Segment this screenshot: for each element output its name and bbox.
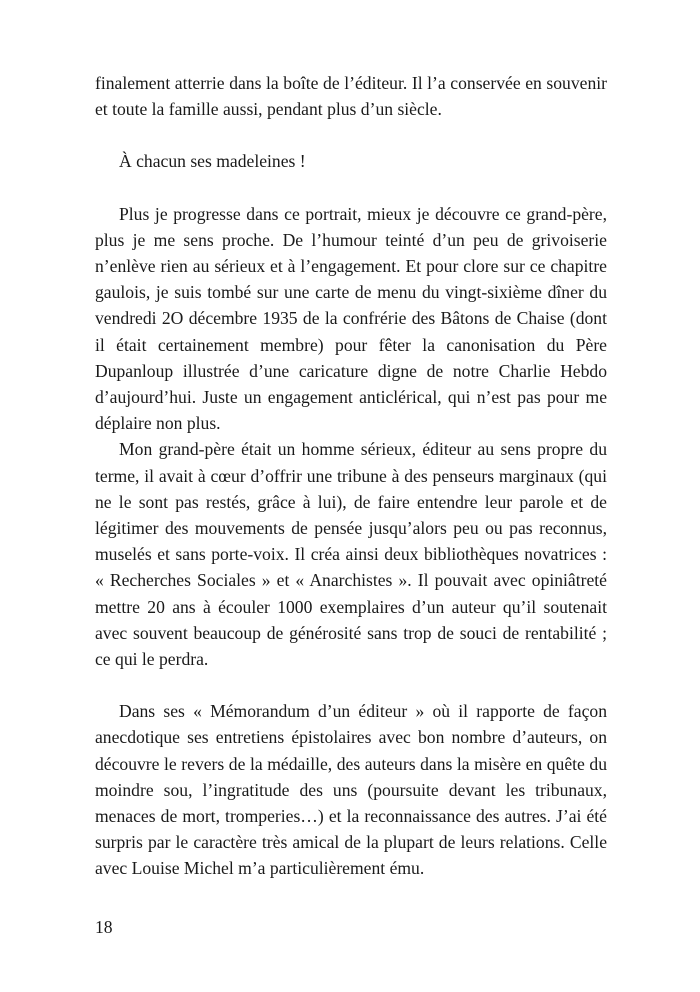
paragraph-portrait: Plus je progresse dans ce portrait, mieux je découvre ce grand-père, plus je me sens proche. De l’humour teinté d’un peu de grivoiserie n’enlève rien au sérieux et à l’engagement. Et pour clore sur ce chapitre gaulois, je suis tombé sur une carte de menu du vingt-sixième dîner du vendredi 2O décembre 1935 de la confrérie des Bâtons de Chaise (dont il était certainement membre) pour fêter la canonisation du Père Dupanloup illustrée d’une caricature digne de notre Charlie Hebdo d’aujourd’hui. Juste un engagement anticlérical, qui n’est pas pour me déplaire non plus. — [95, 203, 607, 434]
paragraph-editor: Mon grand-père était un homme sérieux, éditeur au sens propre du terme, il avait à cœur d’offrir une tribune à des penseurs marginaux (qui ne le sont pas restés, grâce à lui), de faire entendre leur parole et de légitimer des mouvements de pensée jusqu’alors peu ou pas reconnus, muselés et sans porte-voix. Il créa ainsi deux bibliothèques novatrices : « Recherches Sociales » et « Anarchistes ». Il pouvait avec opiniâtreté mettre 20 ans à écouler 1000 exemplaires d’un auteur qu’il soutenait avec souvent beaucoup de générosité sans trop de souci de rentabilité ; ce qui le perdra. — [95, 439, 607, 670]
paragraph-madeleines: À chacun ses madeleines ! — [119, 151, 306, 172]
paragraph-gap — [95, 175, 607, 201]
page-number: 18 — [95, 917, 113, 937]
body-text — [95, 70, 607, 882]
paragraph-continuation: finalement atterrie dans la boîte de l’éditeur. Il l’a conservée en souvenir et toute la famille aussi, pendant plus d’un siècle. — [95, 73, 607, 120]
paragraph-memorandum: Dans ses « Mémorandum d’un éditeur » où il rapporte de façon anecdotique ses entretiens épistolaires avec bon nombre d’auteurs, on découvre le revers de la médaille, des auteurs dans la misère en quête du moindre sou, l’ingratitude des uns (poursuite devant les tribunaux, menaces de mort, tromperies…) et la reconnaissance des autres. J’ai été surpris par le caractère très amical de la plupart de leurs relations. Celle avec Louise Michel m’a particulièrement ému. — [95, 701, 607, 879]
paragraph-gap — [95, 672, 607, 698]
paragraph-gap — [95, 122, 607, 148]
